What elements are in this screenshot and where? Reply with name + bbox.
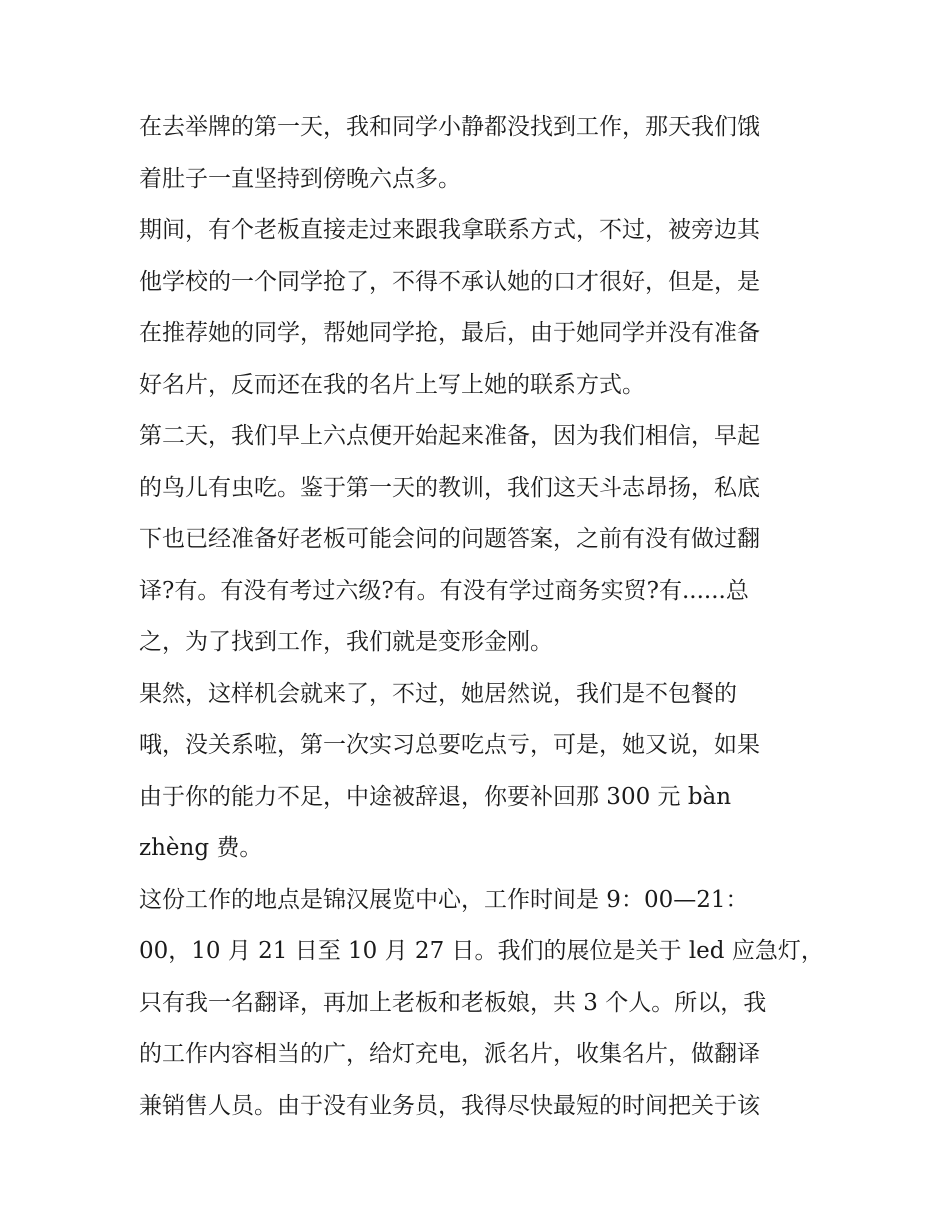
text-line: 的鸟儿有虫吃。鉴于第一天的教训，我们这天斗志昂扬，私底 — [139, 474, 760, 501]
text-line: 兼销售人员。由于没有业务员，我得尽快最短的时间把关于该 — [139, 1092, 760, 1119]
text-line: 着肚子一直坚持到傍晚六点多。 — [139, 165, 461, 192]
text-line: 这份工作的地点是锦汉展览中心，工作时间是 9：00—21： — [139, 886, 749, 913]
text-line: 的工作内容相当的广，给灯充电，派名片，收集名片，做翻译 — [139, 1041, 760, 1067]
text-line: 只有我一名翻译，再加上老板和老板娘，共 3 个人。所以，我 — [139, 989, 767, 1016]
text-line: 期间，有个老板直接走过来跟我拿联系方式，不过，被旁边其 — [139, 217, 760, 243]
text-line: zhèng 费。 — [139, 835, 263, 861]
text-line: 下也已经准备好老板可能会问的问题答案，之前有没有做过翻 — [139, 526, 760, 552]
text-line: 他学校的一个同学抢了，不得不承认她的口才很好，但是，是 — [139, 268, 760, 295]
text-line: 在去举牌的第一天，我和同学小静都没找到工作，那天我们饿 — [139, 114, 760, 140]
text-line: 00，10 月 21 日至 10 月 27 日。我们的展位是关于 led 应急灯， — [139, 938, 824, 964]
text-line: 好名片，反而还在我的名片上写上她的联系方式。 — [139, 371, 645, 398]
text-line: 由于你的能力不足，中途被辞退，你要补回那 300 元 bàn — [139, 783, 732, 810]
text-line: 第二天，我们早上六点便开始起来准备，因为我们相信，早起 — [139, 423, 760, 449]
text-line: 之，为了找到工作，我们就是变形金刚。 — [139, 629, 553, 655]
text-line: 果然，这样机会就来了，不过，她居然说，我们是不包餐的 — [139, 680, 737, 707]
body-text — [139, 102, 824, 1132]
text-line: 在推荐她的同学，帮她同学抢，最后，由于她同学并没有准备 — [139, 320, 760, 346]
text-line: 译?有。有没有考过六级?有。有没有学过商务实贸?有......总 — [139, 577, 749, 604]
text-line: 哦，没关系啦，第一次实习总要吃点亏，可是，她又说，如果 — [139, 732, 760, 758]
